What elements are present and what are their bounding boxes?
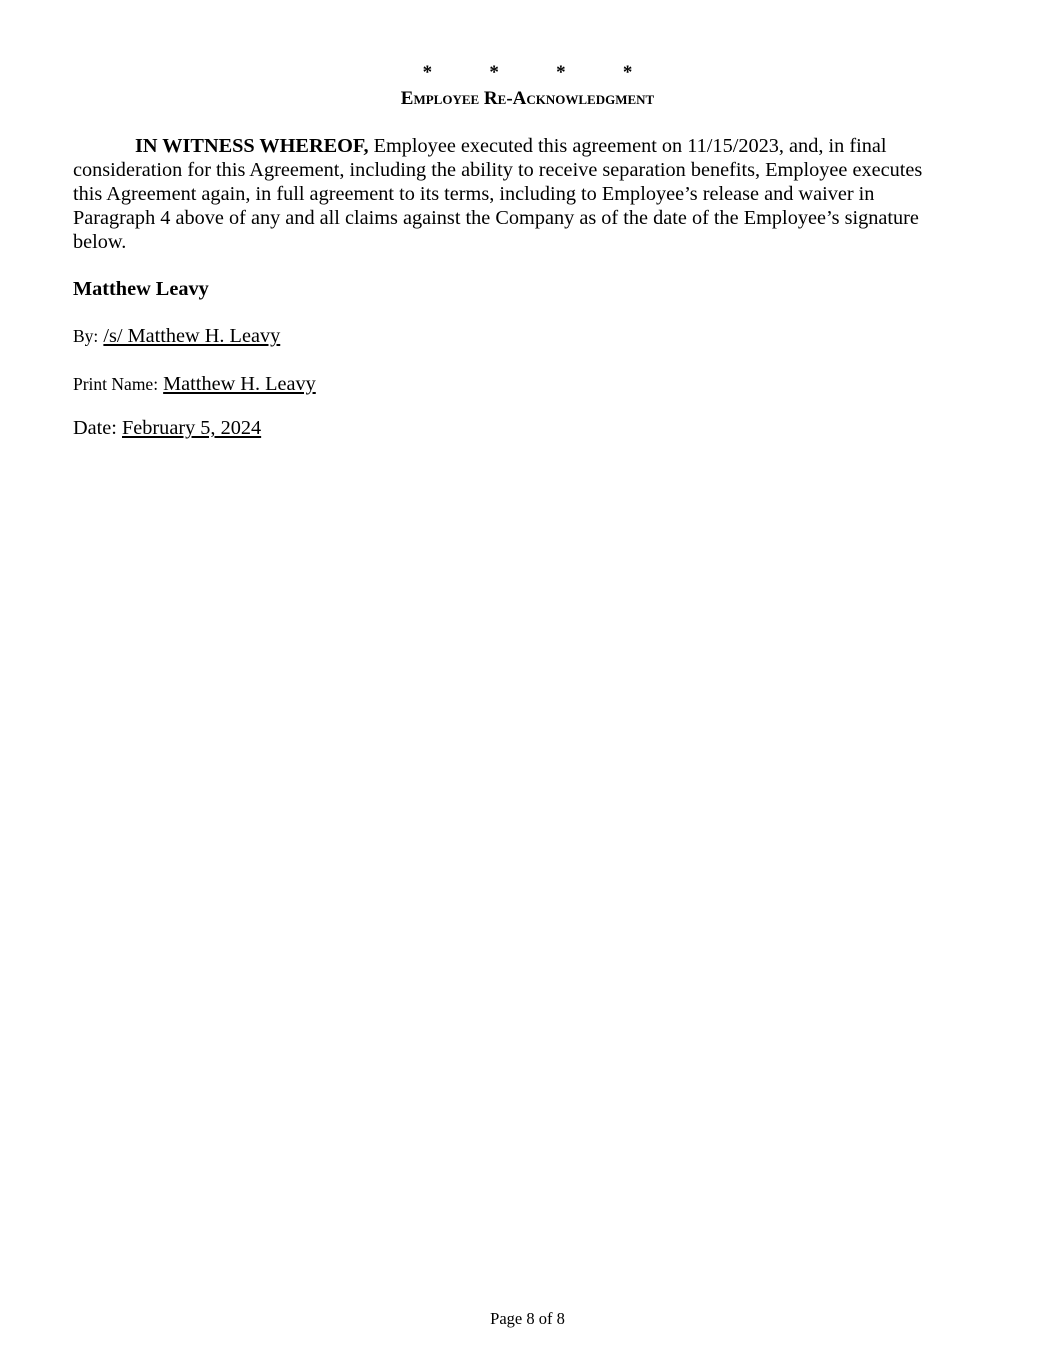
witness-lead: IN WITNESS WHEREOF, bbox=[135, 135, 369, 157]
separator-star: * bbox=[422, 62, 433, 83]
section-heading: Employee Re-Acknowledgment bbox=[400, 88, 655, 109]
witness-body: Employee executed this agreement on 11/15/2023, and, in final consideration for this Agreement, including the ability to receive separation benefits, Employee executes this Agreement again, in full agreement to its terms, including to Employee’s release and waiver in Paragraph 4 above of any and all claims against the Company as of the date of the Employee’s signature below. bbox=[73, 135, 923, 253]
signature-by-line bbox=[73, 325, 280, 348]
print-name-value: Matthew H. Leavy bbox=[163, 373, 316, 395]
print-name-line bbox=[73, 373, 316, 396]
separator-star: * bbox=[556, 62, 566, 83]
section-separator bbox=[0, 62, 1055, 84]
print-name-label: Print Name: bbox=[73, 374, 159, 394]
separator-star: * bbox=[622, 62, 633, 83]
signer-name: Matthew Leavy bbox=[73, 278, 209, 300]
page-number: Page 8 of 8 bbox=[490, 1309, 565, 1328]
date-value: February 5, 2024 bbox=[122, 417, 262, 439]
separator-star: * bbox=[489, 62, 499, 83]
by-label: By: bbox=[73, 326, 99, 346]
signature-value: /s/ Matthew H. Leavy bbox=[103, 325, 281, 347]
date-line bbox=[73, 417, 261, 440]
witness-paragraph bbox=[73, 134, 953, 254]
date-label: Date: bbox=[73, 417, 117, 439]
